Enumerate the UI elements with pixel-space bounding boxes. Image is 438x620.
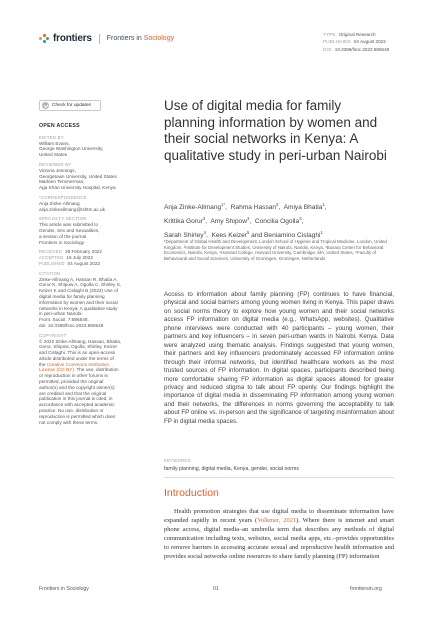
article-meta: [323, 31, 389, 53]
section-divider: [164, 477, 394, 478]
journal-name: Frontiers in Sociology: [106, 35, 175, 42]
citation-link[interactable]: Volkmer, 2021: [257, 517, 297, 524]
article-dates: [39, 249, 127, 266]
abstract: Access to information about family planning (FP) continues to have financial, physical and social barriers among young women living in Kenya. This paper draws on social norms theory to explore how young women and their social networks access FP information on digital media (e.g., WhatsApp, websites). Qualitative phone interviews were conducted with 40 participants – young women, their partners and key influencers – in seven peri-urban wards in Nairobi, Kenya. Data were analyzed using thematic analysis. Findings suggested that young women, their partners and key influencers predominately accessed FP information online through their informal networks, but identified healthcare workers as the most trusted sources of FP information. In digital spaces, participants described being more comfortable sharing FP information as digital spaces allowed for greater privacy and reduced stigma to talk about FP openly. Our findings highlight the importance of digital media in disseminating FP information among young women and their networks, the differences in norms governing the acceptability to talk about FP online vs. in-person and the significance of targeting misinformation about FP in digital media spaces.: [164, 291, 394, 425]
specialty-heading: SPECIALTY SECTION: [39, 216, 87, 222]
keywords-heading: KEYWORDS: [164, 458, 191, 463]
author[interactable]: Concilia Ogolla$^3$: [254, 216, 302, 226]
copyright-heading: COPYRIGHT: [39, 332, 67, 338]
brand-name: frontiers: [53, 33, 92, 44]
footer-journal: Frontiers in Sociology: [39, 586, 89, 592]
author[interactable]: Krittika Gorur$^3$: [164, 216, 206, 226]
citation-heading: CITATION: [39, 270, 61, 276]
frontiers-logo[interactable]: [39, 33, 174, 44]
reviewed-by-heading: REVIEWED BY: [39, 161, 72, 167]
article-title: Use of digital media for family planning information by women and their social networks in Kenya: A qualitative study in peri-urban Nairobi: [164, 98, 387, 163]
correspondence-heading: *CORRESPONDENCE: [39, 194, 87, 200]
date-received: RECEIVED 28 February 2022: [39, 249, 103, 255]
check-updates-label: Check for updates: [52, 103, 91, 108]
date-published: PUBLISHED 04 August 2022: [39, 260, 101, 266]
author[interactable]: Beniamino Cislaghi$^1$: [264, 230, 323, 240]
author-list: Anja Zinke-Allmang$^{1*}$, Rahma Hassan$^2$, Amiya Bhatia$^1$, Krittika Gorur$^3$, Amy Shipow$^3$, Concilia Ogolla$^3$, Sarah Shirley$^4$, Kees Keizer$^5$ and Beniamino Cislaghi$^1$: [164, 202, 327, 240]
divider: [99, 34, 100, 44]
copyright: © 2022 Zinke-Allmang, Hassan, Bhatia, Gorur, Shipow, Ogolla, Shirley, Keizer and Cislaghi. This is an open-access article distributed under the terms of the Creative Commons Attribution License (CC BY). The use, distribution or reproduction in other forums is permitted, provided the original author(s) and the copyright owner(s) are credited and that the original publication in this journal is cited, in accordance with accepted academic practice. No use, distribution or reproduction is permitted which does not comply with these terms.: [39, 338, 122, 425]
introduction-heading: Introduction: [164, 487, 219, 499]
license-link[interactable]: Creative Commons Attribution License (CC BY): [39, 361, 110, 373]
affiliations: ¹Department of Global Health and Development, London School of Hygiene and Tropical Medicine, London, United Kingdom, ²Institute for Development Studies, University of Nairobi, Nairobi, Kenya, ³Busara Center for Behavioral Economics, Nairobi, Kenya, ⁴Harvard College, Harvard University, Cambridge, MA, United States, ⁵Faculty of Behavioural and Social Sciences, University of Groningen, Groningen, Netherlands: [164, 239, 387, 261]
meta-type: TYPE Original Research: [323, 32, 376, 37]
citation: Zinke-Allmang A, Hassan R, Bhatia A, Gorur K, Shipow A, Ogolla C, Shirley S, Keizer K and Cislaghi B (2022) Use of digital media for family planning information by women and their social networks in Kenya: A qualitative study in peri-urban Nairobi. Front. Sociol. 7:886548. doi: 10.3389/fsoc.2022.886548: [39, 276, 122, 328]
check-for-updates-button[interactable]: [39, 100, 101, 111]
edited-by: William Evans, George Washington University, United States: [39, 140, 104, 158]
edited-by-heading: EDITED BY: [39, 134, 64, 140]
specialty-section: This article was submitted to Gender, Sex and Sexualities, a section of the journal Frontiers in Sociology: [39, 222, 100, 245]
meta-doi: DOI 10.3389/fsoc.2022.886548: [323, 46, 390, 52]
meta-published: PUBLISHED 04 August 2022: [323, 39, 386, 45]
author[interactable]: Amiya Bhatia$^1$: [283, 202, 325, 212]
author[interactable]: Anja Zinke-Allmang$^{1*}$: [164, 202, 226, 212]
frontiers-logo-icon: [39, 34, 49, 44]
reviewed-by: Victoria Jennings, Georgetown University, United States Marleen Temmerman, Aga Khan University Hospital, Kenya: [39, 167, 117, 191]
keywords: family planning, digital media, Kenya, gender, social norms: [164, 466, 299, 472]
author[interactable]: Rahma Hassan$^2$: [230, 202, 279, 212]
page-number: 01: [213, 586, 219, 592]
author[interactable]: Amy Shipow$^3$: [210, 216, 250, 226]
correspondence[interactable]: Anja Zinke-Allmang anja.zinkeallmang@lshtm.ac.uk: [39, 200, 105, 212]
footer-site-link[interactable]: frontiersin.org: [350, 586, 382, 592]
author[interactable]: Kees Keizer$^5$: [211, 230, 250, 240]
author[interactable]: Sarah Shirley$^4$: [164, 230, 206, 240]
open-access-label: OPEN ACCESS: [39, 123, 80, 129]
sidebar: [39, 124, 127, 425]
introduction-paragraph: Health promotion strategies that use digital media to disseminate information have expanded rapidly in recent years (Volkmer, 2021). Where there is internet and smart phone access, digital media–an umbrella term that describes any methods of digital communication including texts, websites, social media apps, etc.–provides opportunities to remove barriers in accessing accurate sexual and reproductive health information and provides social networks online resources to share family planning (FP) information: [164, 508, 394, 560]
date-accepted: ACCEPTED 15 July 2022: [39, 255, 93, 261]
check-updates-icon: [42, 102, 49, 109]
